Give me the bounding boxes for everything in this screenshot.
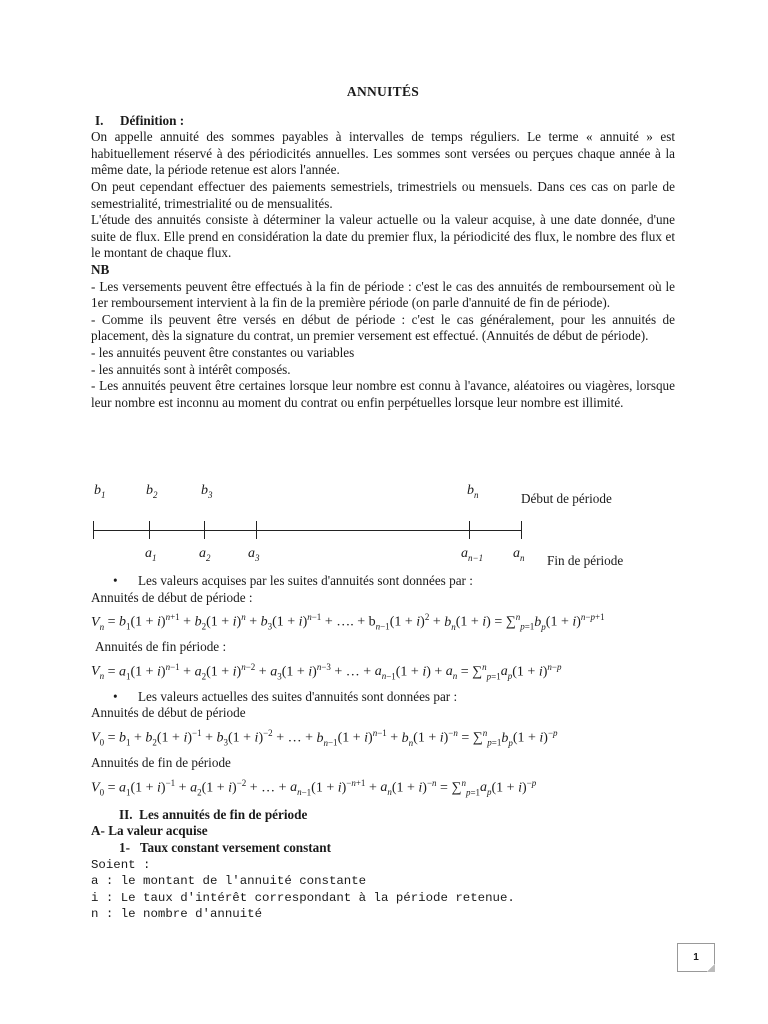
label-a2: $a_2$ xyxy=(199,546,211,563)
section-number: I. xyxy=(95,112,104,128)
bullet-acquired: • Les valeurs acquises par les suites d'annuités sont données par : xyxy=(91,573,691,590)
soient-label: Soient : xyxy=(91,857,151,872)
subsection-number: 1- xyxy=(119,839,130,855)
formula-v0-fin: $V_0 = a_1(1 + i)^{-1} + a_2(1 + i)^{-2}$ + … + $a_{n-1}(1 + i)^{-n+1} + a_n(1 + i)^{-n} = \sum^n_{p=1}a_p(1 + i)^{-p}$ xyxy=(91,777,537,798)
subsection-title: Taux constant versement constant xyxy=(139,839,331,855)
values-section xyxy=(91,573,691,923)
tick-2 xyxy=(204,521,205,539)
section-heading-definition xyxy=(91,113,675,130)
label-a3: $a_3$ xyxy=(248,546,260,563)
document-body xyxy=(91,84,675,411)
formula-v0-debut: $V_0 = b_1 + b_2(1 + i)^{-1} + b_3(1 + i)^{-2}$ + … + $b_{n-1}(1 + i)^{n-1} + b_n(1 + i)^{-n} = \sum^n_{p=1}b_p(1 + i)^{-p}$ xyxy=(91,728,558,748)
note-4: - les annuités sont à intérêt composés. xyxy=(91,361,291,377)
bullet-actual: • Les valeurs actuelles des suites d'annuités sont données par : xyxy=(91,689,691,706)
formula-vn-fin: $V_n = a_1(1 + i)^{n-1} + a_2(1 + i)^{n-2} + a_3(1 + i)^{n-3}$ + … + $a_{n-1}(1 + i) + a_n = \sum^n_{p=1}a_p(1 + i)^{n-p}$ xyxy=(91,661,562,682)
label-an-1: $a_{n-1}$ xyxy=(461,546,484,563)
label-fin-actual: Annuités de fin de période xyxy=(91,755,231,771)
section-heading-fin-periode xyxy=(91,807,691,824)
debut-periode-label: Début de période xyxy=(521,491,612,506)
note-1: - Les versements peuvent être effectués à la fin de période : c'est le cas des annuités de remboursement où le 1er remboursement intervient à la fin de la première période (on parle d'annuité de fin de période). xyxy=(91,278,675,311)
tick-0 xyxy=(93,521,94,539)
label-b1: $b_1$ xyxy=(94,483,106,500)
label-debut-actual: Annuités de début de période xyxy=(91,705,246,721)
nb-heading: NB xyxy=(91,261,110,277)
page-title: ANNUITÉS xyxy=(346,84,420,99)
formula-vn-debut: $V_n = b_1(1 + i)^{n+1} + b_2(1 + i)^n + b_3(1 + i)^{n-1}$ + …. + $b_{n-1}(1 + i)^2 + b_n(1 + i) = \sum^n_{p=1}b_p(1 + i)^{n-p+1}$ xyxy=(91,612,605,632)
note-5: - Les annuités peuvent être certaines lorsque leur nombre est connu à l'avance, aléatoires ou viagères, lorsque leur nombre est inconnu au moment du contrat ou enfin perpétuelles lorsque leur nombre est illimité. xyxy=(91,378,675,410)
label-debut-acquired: Annuités de début de période : xyxy=(91,589,253,605)
timeline-axis xyxy=(93,530,521,531)
paragraph-2: On peut cependant effectuer des paiements semestriels, trimestriels ou mensuels. Dans ces cas on parle de semestrialité, trimestrialité ou de mensualités. xyxy=(91,178,675,211)
tick-1 xyxy=(149,521,150,539)
tick-n-1 xyxy=(469,521,470,539)
note-2: - Comme ils peuvent être versés en début de période : c'est le cas généralement, pour les annuités de placement, dès la signature du contrat, un premier versement est effectué. (Annuités de début de période). xyxy=(91,311,675,344)
label-b3: $b_3$ xyxy=(201,483,213,500)
definition-i: i : Le taux d'intérêt correspondant à la période retenue. xyxy=(91,890,515,905)
paragraph-1: On appelle annuité des sommes payables à intervalles de temps réguliers. Le terme « annuité » est habituellement réservé à des périodicités annuelles. Les sommes sont versées ou perçues chaque année à la même date, la période retenue est alors l'année. xyxy=(91,129,675,178)
label-b2: $b_2$ xyxy=(146,483,158,500)
label-bn: $b_n$ xyxy=(467,483,479,500)
definition-n: n : le nombre d'annuité xyxy=(91,907,263,922)
label-an: $a_n$ xyxy=(513,546,525,563)
section-title: Définition : xyxy=(120,112,185,128)
annuity-timeline xyxy=(91,480,651,575)
tick-n xyxy=(521,521,522,539)
label-fin-acquired: Annuités de fin période : xyxy=(95,639,227,655)
tick-3 xyxy=(256,521,257,539)
label-a1: $a_1$ xyxy=(145,546,157,563)
definition-a: a : le montant de l'annuité constante xyxy=(91,874,367,889)
subheading-taux-constant xyxy=(91,840,691,857)
section2-title: Les annuités de fin de période xyxy=(139,806,308,822)
section2-number: II. xyxy=(119,806,133,822)
note-3: - les annuités peuvent être constantes ou variables xyxy=(91,344,355,360)
fin-periode-label: Fin de période xyxy=(547,553,624,568)
page-number: 1 xyxy=(677,943,715,972)
paragraph-3: L'étude des annuités consiste à déterminer la valeur actuelle ou la valeur acquise, à une date donnée, d'une suite de flux. Elle prend en considération la date du premier flux, la périodicité des flux, le nombre des flux et le montant de chaque flux. xyxy=(91,212,675,261)
subheading-valeur-acquise: A- La valeur acquise xyxy=(91,823,208,839)
